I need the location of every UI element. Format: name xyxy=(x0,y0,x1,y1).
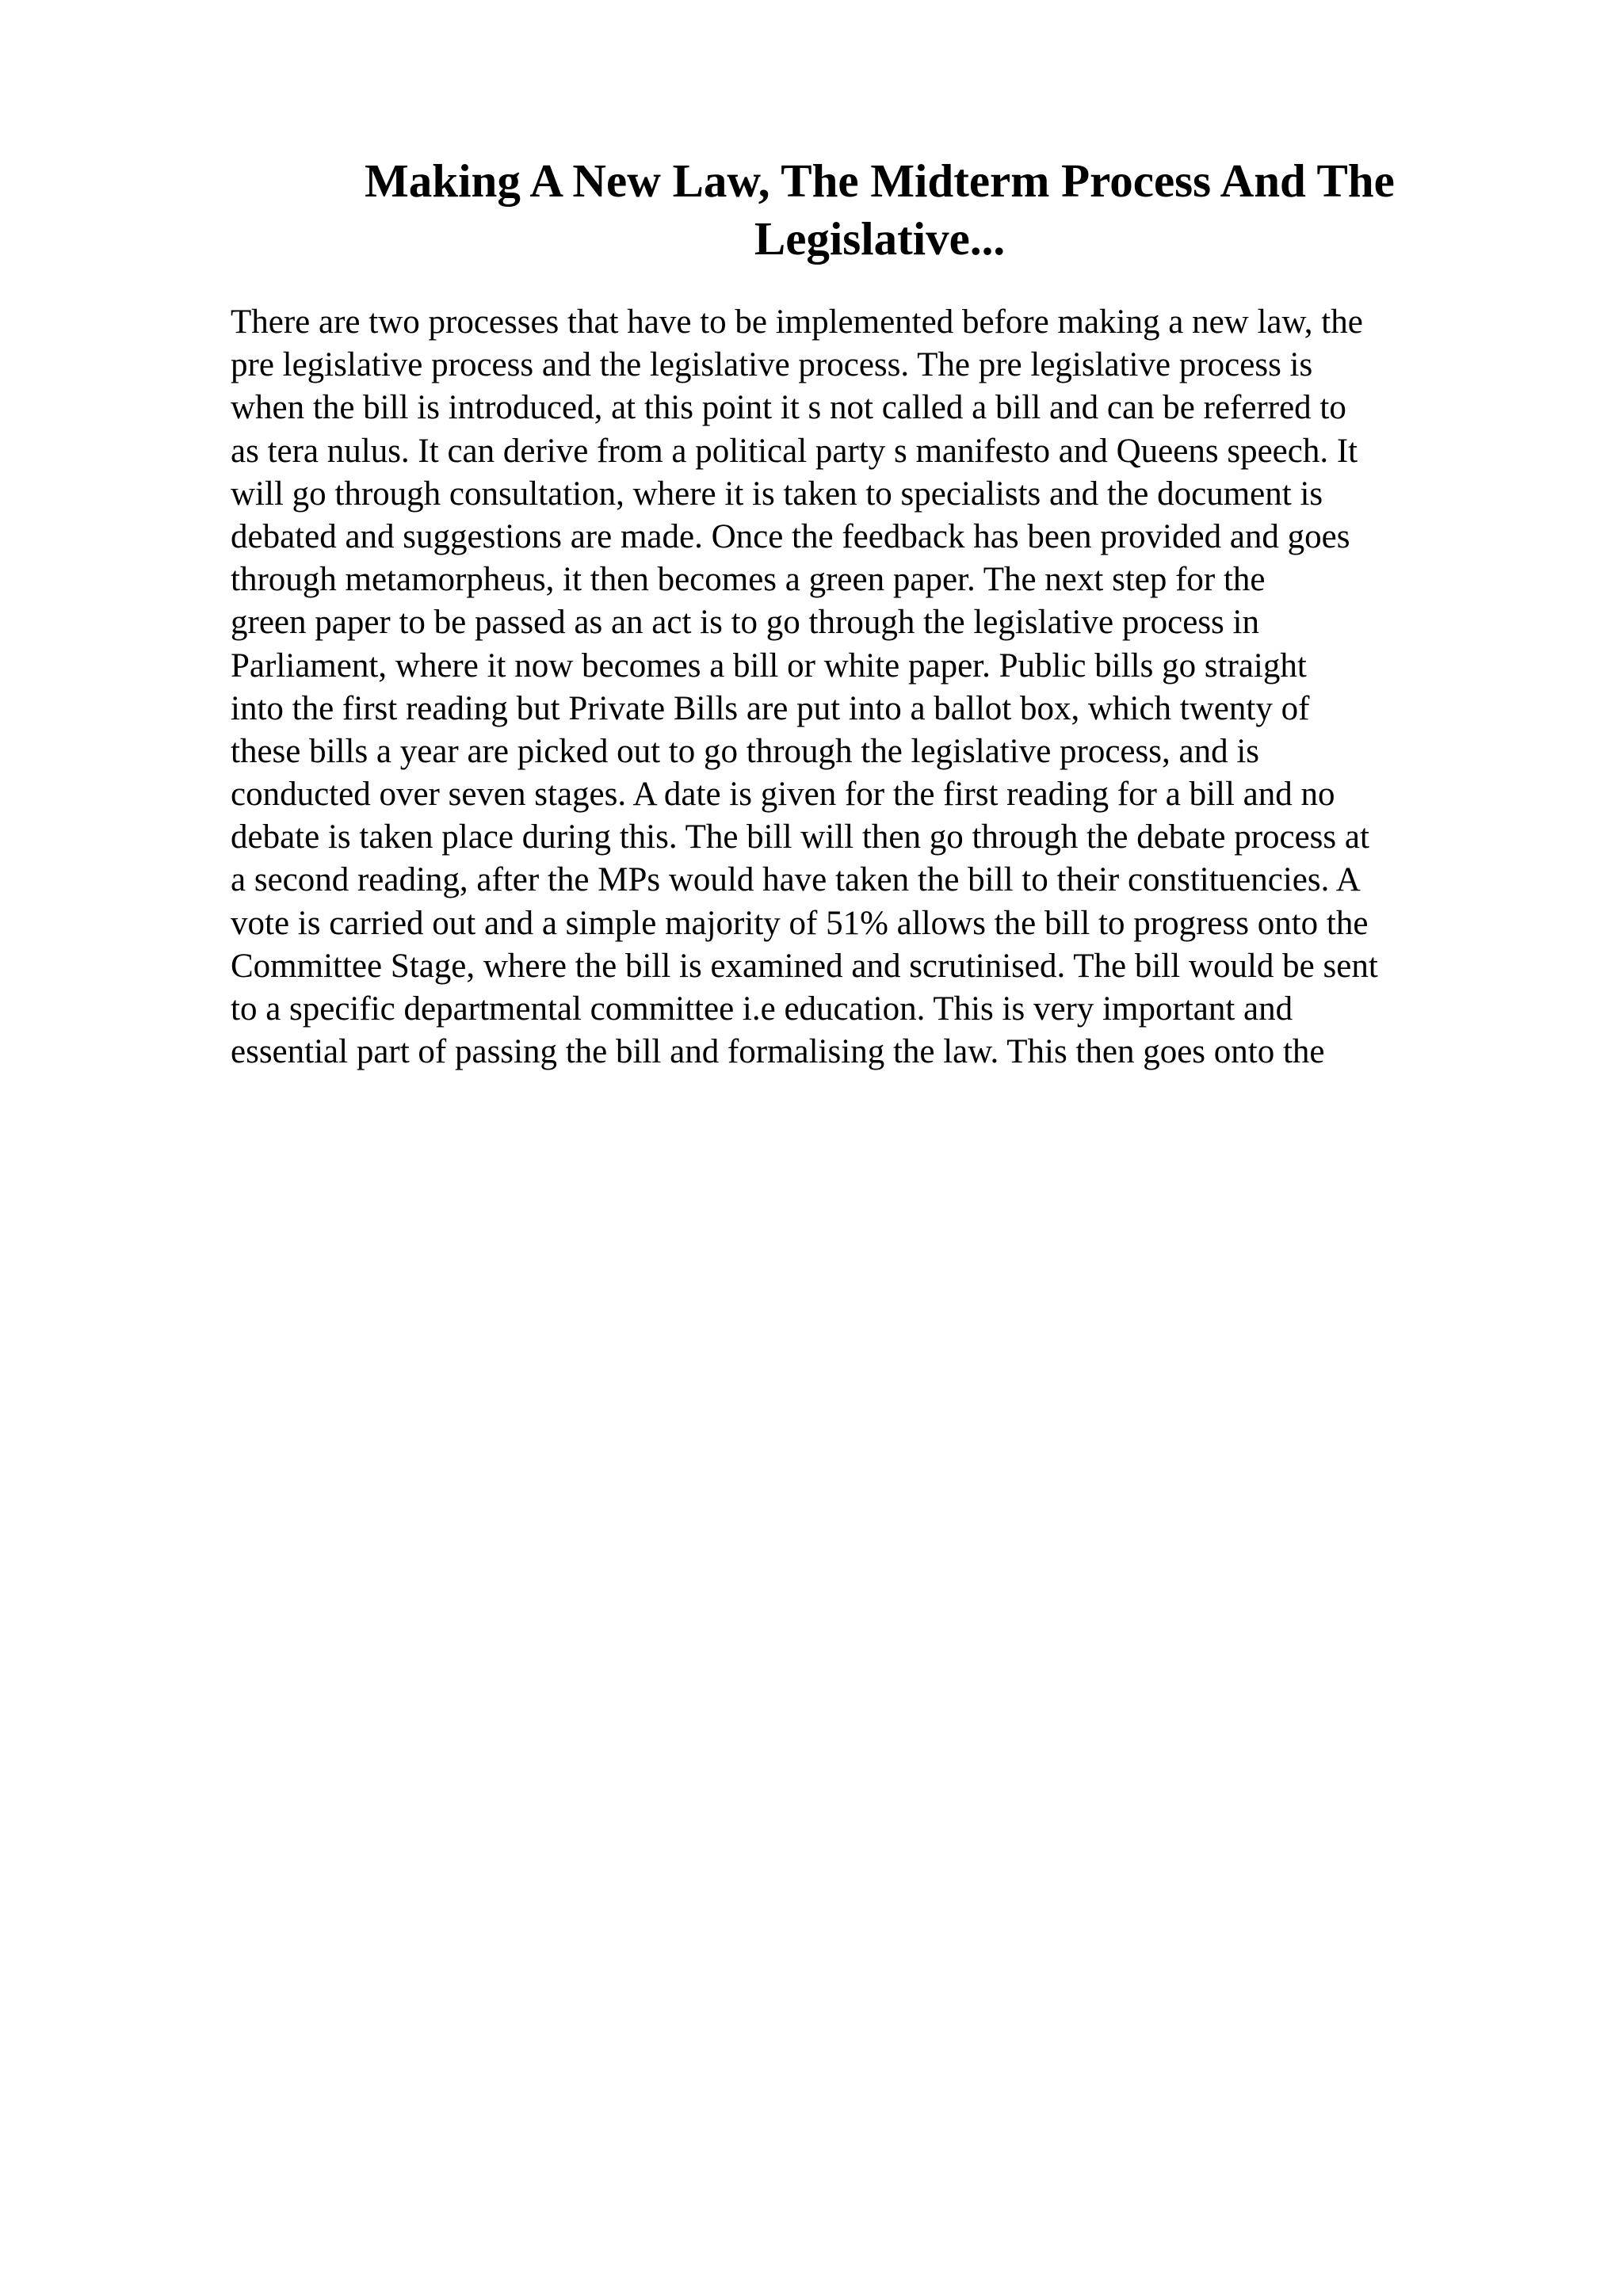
document-body xyxy=(231,301,1483,1074)
body-line: as tera nulus. It can derive from a political party s manifesto and Queens speech. It xyxy=(231,432,1358,470)
body-line: these bills a year are picked out to go through the legislative process, and is xyxy=(231,732,1259,770)
body-line: a second reading, after the MPs would have taken the bill to their constituencies. A xyxy=(231,861,1361,899)
title-line: Making A New Law, The Midterm Process And The xyxy=(365,154,1395,207)
body-line: will go through consultation, where it is taken to specialists and the document is xyxy=(231,475,1323,513)
title-line: Legislative... xyxy=(754,212,1006,265)
body-line: vote is carried out and a simple majority of 51% allows the bill to progress onto the xyxy=(231,904,1369,942)
body-line: debated and suggestions are made. Once the feedback has been provided and goes xyxy=(231,517,1350,555)
body-line: Committee Stage, where the bill is examined and scrutinised. The bill would be sent xyxy=(231,947,1378,985)
body-line: when the bill is introduced, at this point it s not called a bill and can be referred to xyxy=(231,389,1346,427)
body-line: green paper to be passed as an act is to go through the legislative process in xyxy=(231,604,1259,642)
body-line: conducted over seven stages. A date is given for the first reading for a bill and no xyxy=(231,776,1335,814)
body-line: essential part of passing the bill and formalising the law. This then goes onto the xyxy=(231,1033,1325,1071)
body-line: pre legislative process and the legislative process. The pre legislative process is xyxy=(231,346,1313,384)
body-line: into the first reading but Private Bills are put into a ballot box, which twenty of xyxy=(231,689,1310,727)
body-line: Parliament, where it now becomes a bill or white paper. Public bills go straight xyxy=(231,646,1307,685)
body-line: debate is taken place during this. The bill will then go through the debate process at xyxy=(231,818,1369,856)
body-line: through metamorpheus, it then becomes a green paper. The next step for the xyxy=(231,561,1266,599)
body-line: to a specific departmental committee i.e education. This is very important and xyxy=(231,990,1293,1028)
document-title xyxy=(309,152,1450,268)
body-line: There are two processes that have to be implemented before making a new law, the xyxy=(231,303,1363,341)
